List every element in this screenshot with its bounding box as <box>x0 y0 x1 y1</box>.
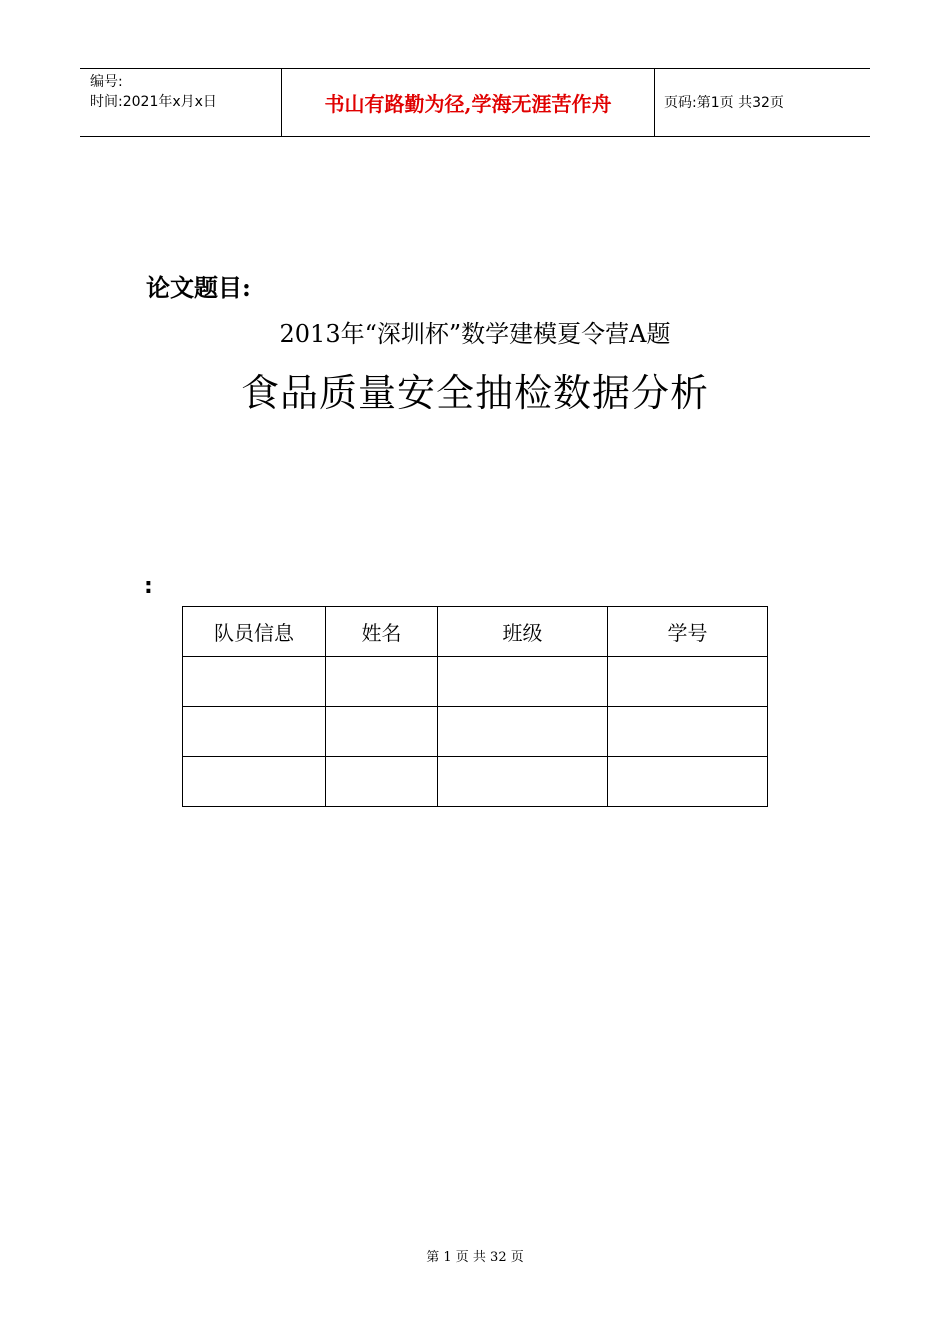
header-page-info: 页码:第1页 共32页 <box>664 95 784 111</box>
table-cell[interactable] <box>326 657 438 707</box>
table-cell[interactable] <box>183 707 326 757</box>
table-cell[interactable] <box>183 757 326 807</box>
table-cell[interactable] <box>326 707 438 757</box>
table-row <box>183 707 768 757</box>
table-header-cell: 班级 <box>438 607 608 657</box>
table-cell[interactable] <box>438 707 608 757</box>
header-motto: 书山有路勤为径,学海无涯苦作舟 <box>324 91 612 116</box>
header-time-label: 时间:2021年x月x日 <box>90 94 217 110</box>
paper-main-title: 食品质量安全抽检数据分析 <box>240 371 709 415</box>
table-header-cell: 学号 <box>608 607 768 657</box>
table-cell[interactable] <box>608 657 768 707</box>
table-row <box>183 757 768 807</box>
header-left-block <box>90 72 217 112</box>
page-footer: 第 1 页 共 32 页 <box>426 1250 524 1265</box>
table-header-cell: 姓名 <box>326 607 438 657</box>
header-number-label: 编号: <box>90 74 123 90</box>
table-header-row <box>183 607 768 657</box>
header-bottom-rule <box>80 136 870 137</box>
table-cell[interactable] <box>438 657 608 707</box>
paper-subtitle: 2013年“深圳杯”数学建模夏令营A题 <box>279 320 671 348</box>
table-cell[interactable] <box>608 757 768 807</box>
table-row <box>183 657 768 707</box>
team-info-table <box>182 606 768 807</box>
header-divider-right <box>654 68 655 136</box>
table-cell[interactable] <box>183 657 326 707</box>
table-cell[interactable] <box>438 757 608 807</box>
table-cell[interactable] <box>608 707 768 757</box>
table-cell[interactable] <box>326 757 438 807</box>
table-header-cell: 队员信息 <box>183 607 326 657</box>
paper-title-label: 论文题目: <box>146 273 251 302</box>
colon-mark: : <box>144 574 153 599</box>
